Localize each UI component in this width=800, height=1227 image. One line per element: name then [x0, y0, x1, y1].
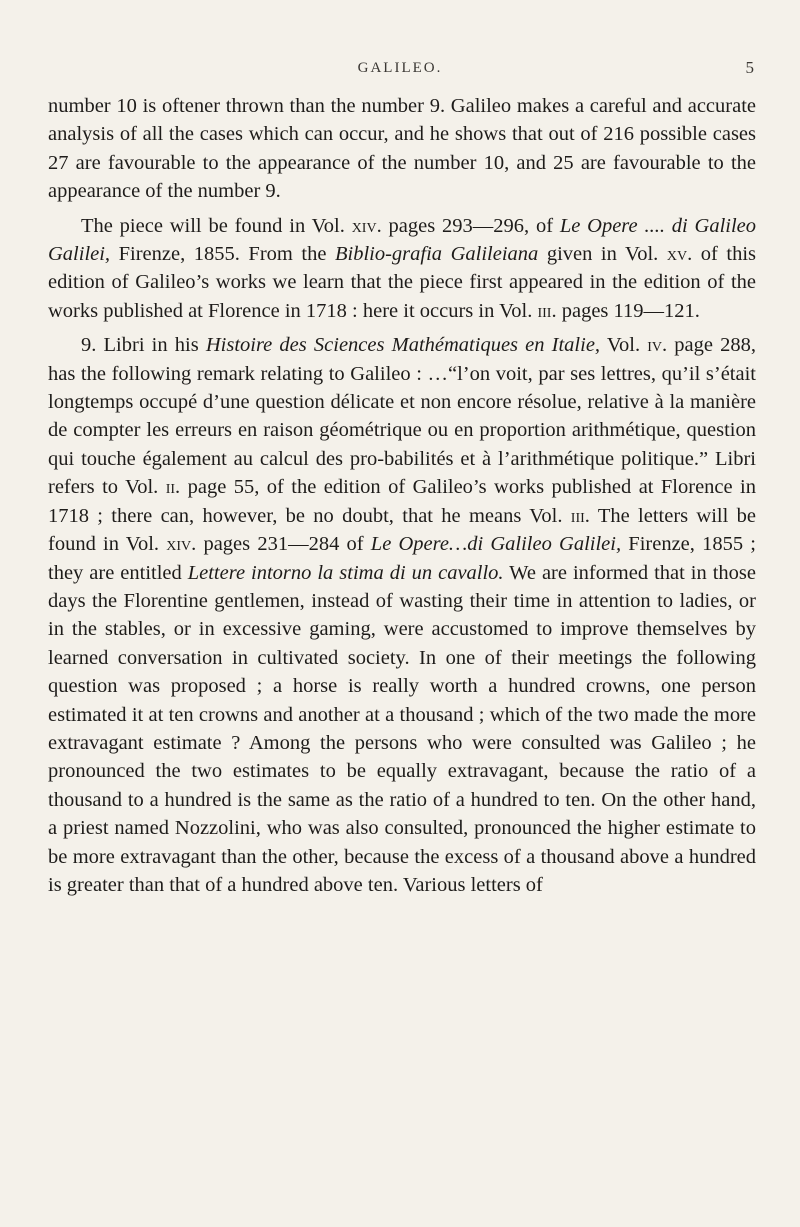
- running-title: GALILEO.: [357, 60, 443, 76]
- volume-numeral: iii.: [570, 504, 590, 527]
- paragraph-continuation: [48, 92, 756, 206]
- text-run: pages 119—121.: [556, 299, 700, 322]
- text-run: The letters will be found in Vol.: [48, 504, 756, 556]
- body-text: [48, 92, 756, 905]
- volume-numeral: iii.: [537, 299, 557, 322]
- text-run: Firenze, 1855. From the: [110, 243, 335, 266]
- text-run: The piece will be found in Vol.: [81, 214, 352, 237]
- volume-numeral: iv.: [647, 334, 668, 357]
- text-run: We are informed that in those days the Florentine gentlemen, instead of wasting their time in attention to ladies, or in the stables, or in excessive gaming, were accustomed to improve themselves by learned conversation in cultivated society. In one of their meetings the following question was proposed ; a horse is really worth a hundred crowns, one person estimated it at ten crowns and another at a thousand ; which of the two made the more extravagant estimate ? Among the persons who were consulted was Galileo ; he pronounced the two estimates to be equally extravagant, because the ratio of a thousand to a hundred is the same as the ratio of a hundred to ten. On the other hand, a priest named Nozzolini, who was also consulted, pronounced the higher estimate to be more extravagant than the other, because the excess of a thousand above a hundred is greater than that of a hundred above ten. Various letters of: [48, 561, 756, 896]
- text-run: pages 293—296, of: [381, 214, 560, 237]
- page-number: 5: [745, 58, 754, 77]
- paragraph-1-text: number 10 is oftener thrown than the number 9. Galileo makes a careful and accurate analysis of all the cases which can occur, and he shows that out of 216 possible cases 27 are favourable to the appearance of the number 10, and 25 are favourable to the appearance of the number 9.: [48, 95, 756, 203]
- text-run: pages 231—284 of: [196, 533, 371, 556]
- text-run: of this edition of Galileo’s works we learn that the piece first appeared in the edition of the works published at Florence in 1718 : here it occurs in Vol.: [48, 243, 756, 322]
- italic-title: Histoire des Sciences Mathématiques en Italie,: [205, 334, 601, 357]
- italic-title: Le Opere .... di Galileo Galilei,: [48, 214, 756, 266]
- volume-numeral: xv.: [666, 243, 693, 266]
- italic-title: Biblio-grafia Galileiana: [335, 243, 539, 266]
- paragraph-3: [48, 331, 756, 899]
- text-run: Vol.: [600, 334, 648, 357]
- text-run: Firenze, 1855 ; they are entitled: [48, 533, 756, 584]
- text-run: 9. Libri in his: [81, 334, 206, 357]
- italic-title: Le Opere…di Galileo Galilei,: [370, 533, 622, 556]
- text-run: page 288, has the following remark relating to Galileo : …“l’on voit, par ses lettres, qu’il s’était longtemps occupé d’une question délicate et non encore résolue, relative à la manière de compter les erreurs en raison géométrique ou en proportion arithmétique, question qui touche également au calcul des pro-babilités et à l’arithmétique politique.” Libri refers to Vol.: [48, 334, 757, 499]
- volume-numeral: xiv.: [351, 214, 382, 237]
- volume-numeral: ii.: [165, 476, 181, 499]
- italic-title: Lettere intorno la stima di un cavallo.: [187, 561, 504, 584]
- text-run: page 55, of the edition of Galileo’s works published at Florence in 1718 ; there can, however, be no doubt, that he means Vol.: [48, 476, 756, 527]
- paragraph-2: [48, 212, 756, 326]
- page-header: [0, 58, 800, 82]
- volume-numeral: xiv.: [166, 533, 197, 556]
- text-run: given in Vol.: [538, 243, 667, 266]
